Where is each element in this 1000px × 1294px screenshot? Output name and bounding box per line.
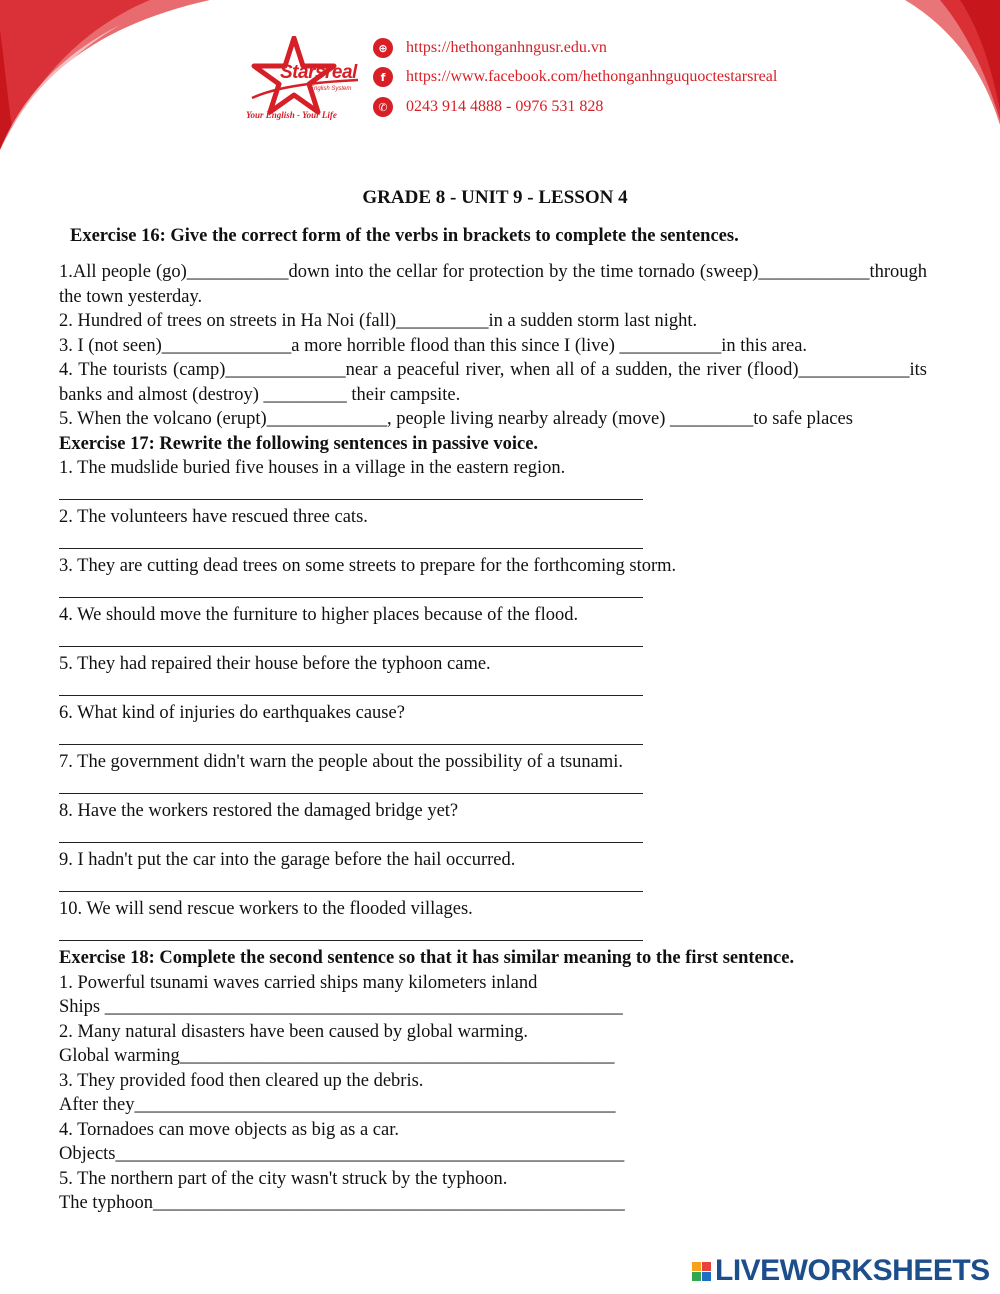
ex17-item-6: 6. What kind of injuries do earthquakes cause?: [59, 703, 405, 723]
contact-website[interactable]: [373, 37, 607, 59]
ex18-item-2-answer[interactable]: Global warming_______________________________________________: [59, 1046, 615, 1066]
ex18-item-3-question: 3. They provided food then cleared up the debris.: [59, 1070, 424, 1091]
contact-website-text[interactable]: https://hethonganhngusr.edu.vn: [406, 39, 607, 56]
brand-name: Starsreal: [280, 62, 357, 83]
page-title: GRADE 8 - UNIT 9 - LESSON 4: [362, 187, 628, 208]
answer-line[interactable]: [59, 579, 927, 604]
ex18-item-1-answer[interactable]: Ships ________________________________________________________: [59, 997, 623, 1017]
globe-icon: ⊕: [373, 38, 393, 58]
answer-line[interactable]: [59, 775, 927, 800]
liveworksheets-icon: [692, 1262, 711, 1281]
ex17-item-4: 4. We should move the furniture to higher places because of the flood.: [59, 605, 579, 625]
answer-line[interactable]: [59, 481, 927, 506]
ex17-item-7: 7. The government didn't warn the people about the possibility of a tsunami.: [59, 752, 624, 772]
ex17-item-10: 10. We will send rescue workers to the flooded villages.: [59, 899, 473, 919]
ex16-item-4[interactable]: 4. The tourists (camp)_____________near a peaceful river, when all of a sudden, the river (flood)____________its banks and almost (destroy) _________ their campsite.: [59, 360, 927, 405]
facebook-icon: f: [373, 67, 393, 87]
exercise-18-heading: Exercise 18: Complete the second sentence so that it has similar meaning to the first sentence.: [59, 948, 795, 968]
ex18-item-4-question: 4. Tornadoes can move objects as big as a car.: [59, 1119, 399, 1140]
answer-line[interactable]: [59, 922, 927, 947]
answer-line[interactable]: [59, 530, 927, 555]
ex16-item-2[interactable]: 2. Hundred of trees on streets in Ha Noi (fall)__________in a sudden storm last night.: [59, 311, 698, 331]
answer-line[interactable]: [59, 677, 927, 702]
contact-facebook-text[interactable]: https://www.facebook.com/hethonganhnguquoctestarsreal: [406, 68, 778, 85]
contact-facebook[interactable]: [373, 66, 777, 88]
exercise-16-heading: Exercise 16: Give the correct form of the verbs in brackets to complete the sentences.: [70, 226, 739, 246]
worksheet-body: [59, 260, 927, 1216]
ex16-item-1[interactable]: 1.All people (go)___________down into the cellar for protection by the time tornado (sweep)____________through the town yesterday.: [59, 262, 927, 307]
brand-tagline: Your English - Your Life: [246, 110, 337, 120]
ex18-item-5-question: 5. The northern part of the city wasn't struck by the typhoon.: [59, 1168, 508, 1189]
ex18-item-1-question: 1. Powerful tsunami waves carried ships many kilometers inland: [59, 972, 538, 993]
ex17-item-3: 3. They are cutting dead trees on some streets to prepare for the forthcoming storm.: [59, 556, 677, 576]
brand-subtitle: English System: [310, 86, 352, 92]
ex18-item-5-answer[interactable]: The typhoon___________________________________________________: [59, 1193, 625, 1213]
answer-line[interactable]: [59, 726, 927, 751]
liveworksheets-wordmark: LIVEWORKSHEETS: [715, 1254, 990, 1287]
exercise-17-heading: Exercise 17: Rewrite the following sentences in passive voice.: [59, 433, 539, 454]
ex17-item-9: 9. I hadn't put the car into the garage before the hail occurred.: [59, 850, 516, 870]
ex17-item-1: 1. The mudslide buried five houses in a village in the eastern region.: [59, 458, 566, 478]
ex16-item-3[interactable]: 3. I (not seen)______________a more horrible flood than this since I (live) ___________in this area.: [59, 335, 808, 356]
contact-phone[interactable]: [373, 96, 603, 118]
answer-line[interactable]: [59, 873, 927, 898]
ex17-item-5: 5. They had repaired their house before the typhoon came.: [59, 654, 491, 674]
ex16-item-5[interactable]: 5. When the volcano (erupt)_____________, people living nearby already (move) _________to safe places: [59, 409, 853, 429]
ex17-item-8: 8. Have the workers restored the damaged bridge yet?: [59, 801, 459, 821]
ex18-item-3-answer[interactable]: After they____________________________________________________: [59, 1095, 616, 1115]
ex18-item-2-question: 2. Many natural disasters have been caused by global warming.: [59, 1021, 529, 1042]
answer-line[interactable]: [59, 824, 927, 849]
ex17-item-2: 2. The volunteers have rescued three cats.: [59, 507, 368, 527]
contact-phone-text[interactable]: 0243 914 4888 - 0976 531 828: [406, 98, 604, 115]
liveworksheets-logo[interactable]: [692, 1254, 990, 1288]
ex18-item-4-answer[interactable]: Objects_______________________________________________________: [59, 1144, 625, 1164]
phone-icon: ✆: [373, 97, 393, 117]
answer-line[interactable]: [59, 628, 927, 653]
